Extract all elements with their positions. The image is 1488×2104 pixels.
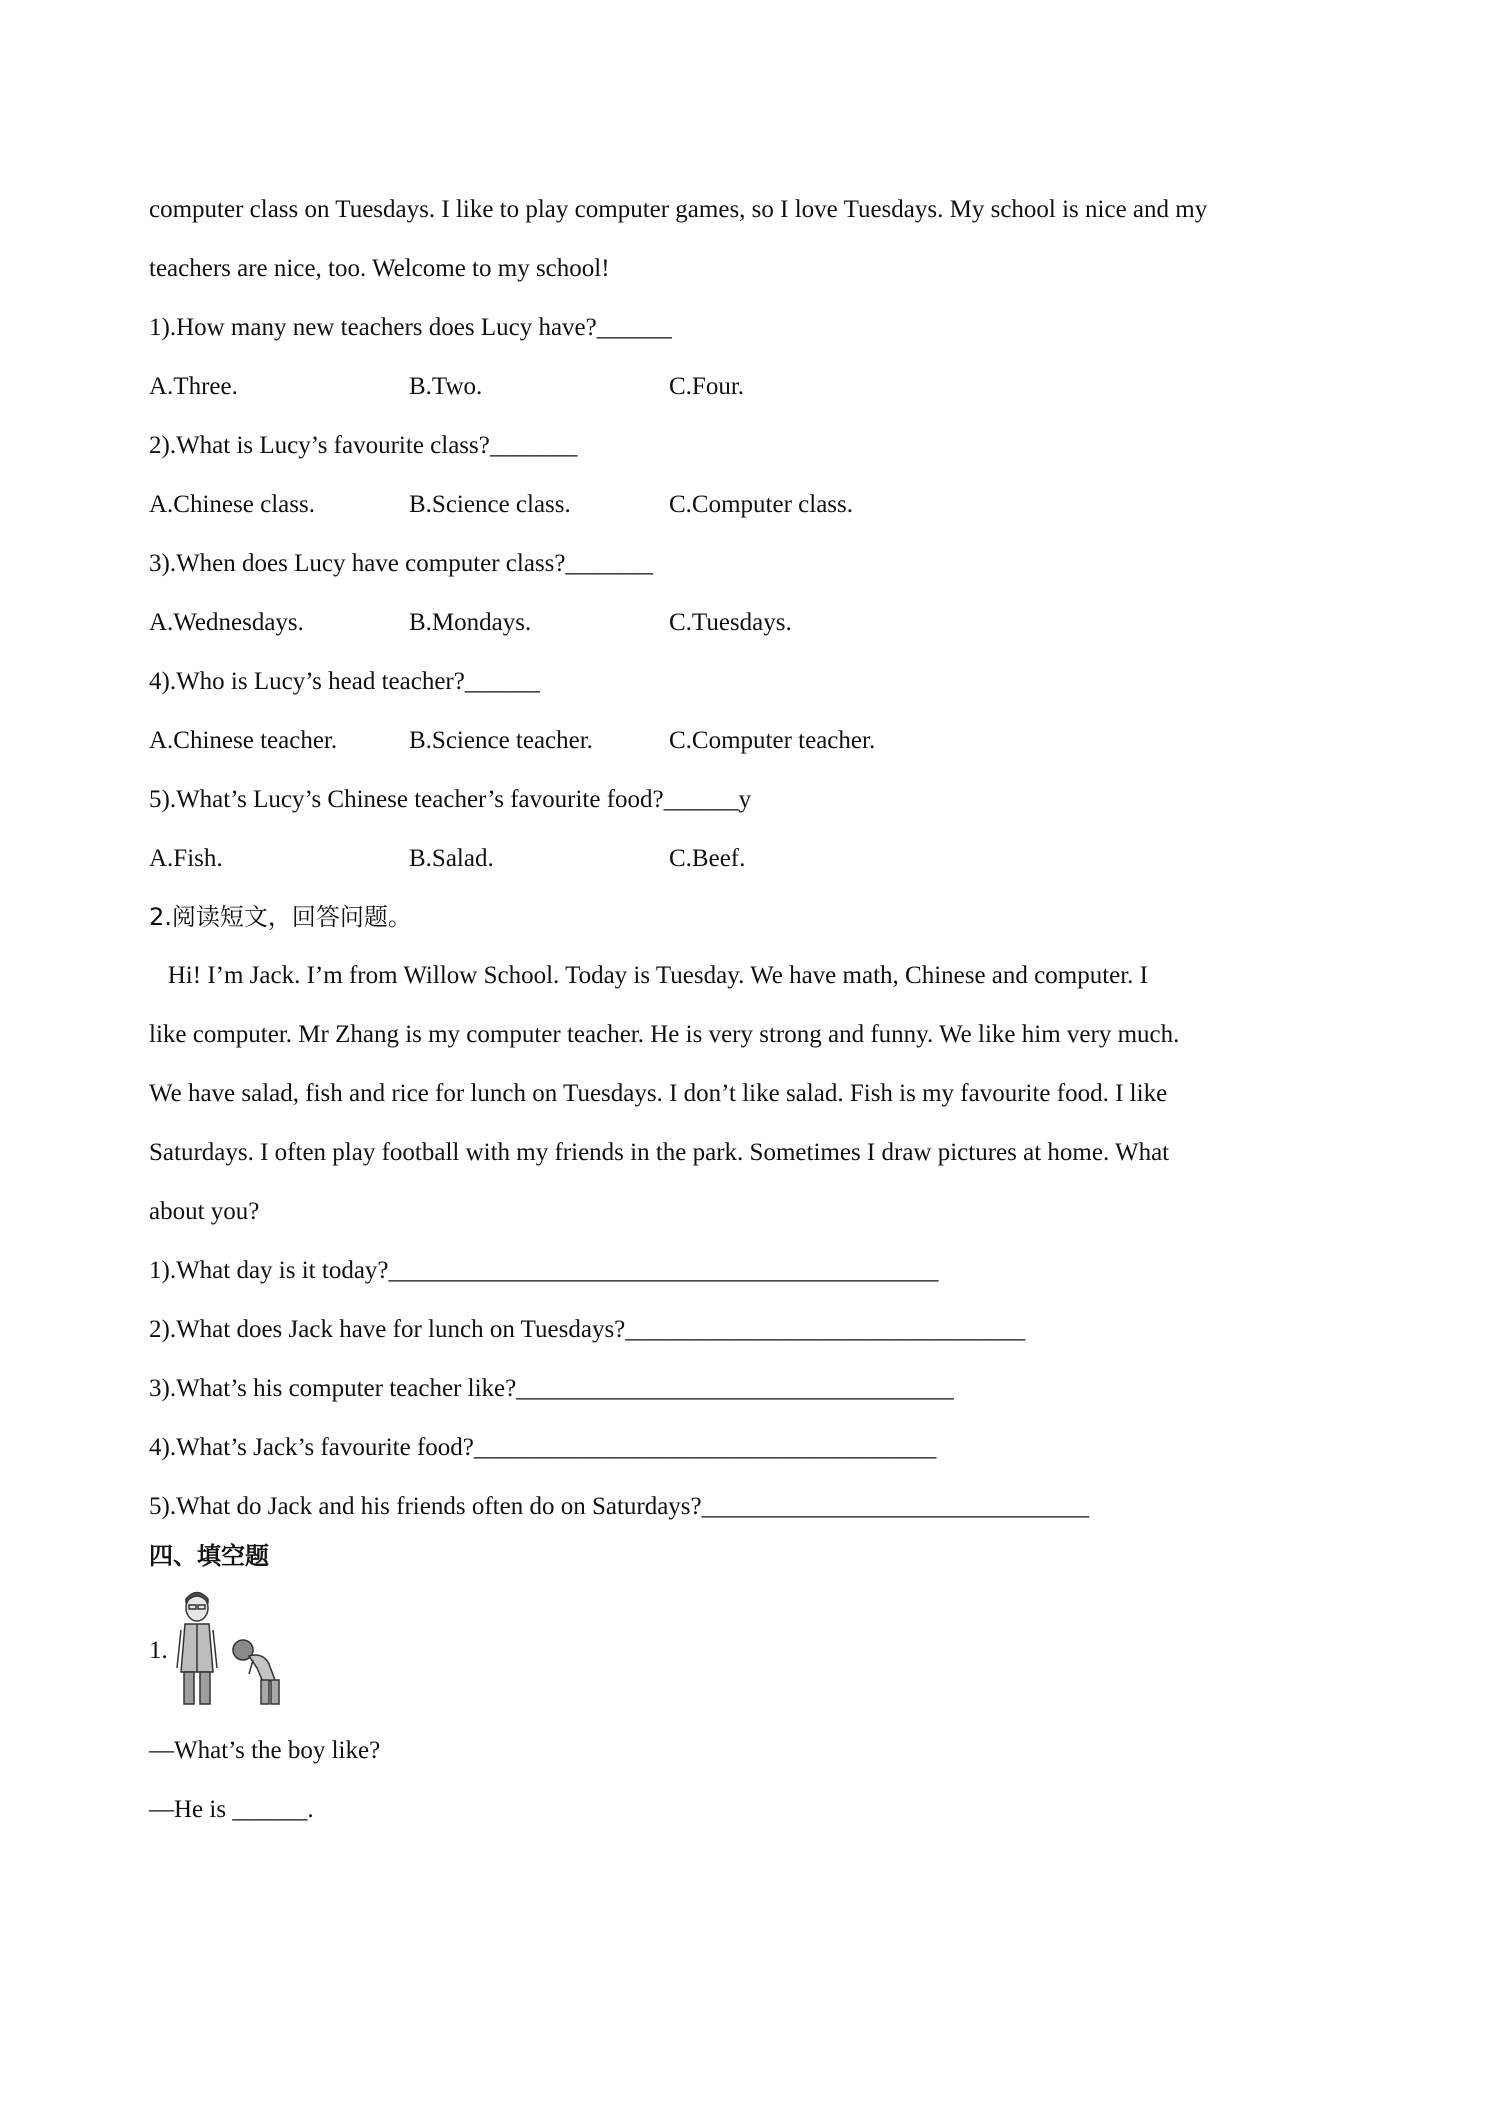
q2-question-2: 2).What does Jack have for lunch on Tuesdays?________________________________: [149, 1316, 1026, 1343]
passage2-line-4: Saturdays. I often play football with my friends in the park. Sometimes I draw pictures at home. What: [149, 1139, 1170, 1166]
man-figure: [177, 1593, 217, 1705]
passage1-line-1: computer class on Tuesdays. I like to play computer games, so I love Tuesdays. My school is nice and my: [149, 196, 1208, 223]
q1-option-2c: C.Computer class.: [669, 491, 854, 518]
q1-option-1a: A.Three.: [149, 373, 238, 400]
q1-option-4b: B.Science teacher.: [409, 727, 593, 754]
section2-title: 2.阅读短文，回答问题。: [149, 903, 412, 931]
dialogue-line-2: —He is ______.: [149, 1796, 314, 1823]
fill-item-1: [149, 1590, 294, 1710]
q1-question-2: 2).What is Lucy’s favourite class?_______: [149, 432, 578, 459]
q1-option-5b: B.Salad.: [409, 845, 494, 872]
q1-question-4: 4).Who is Lucy’s head teacher?______: [149, 668, 540, 695]
passage2-line-3: We have salad, fish and rice for lunch on Tuesdays. I don’t like salad. Fish is my favourite food. I like: [149, 1080, 1168, 1107]
passage2-line-1: Hi! I’m Jack. I’m from Willow School. Today is Tuesday. We have math, Chinese and computer. I: [149, 962, 1149, 989]
boy-figure: [233, 1640, 279, 1704]
q1-option-3b: B.Mondays.: [409, 609, 532, 636]
q1-question-3: 3).When does Lucy have computer class?_______: [149, 550, 654, 577]
q1-question-5: 5).What’s Lucy’s Chinese teacher’s favourite food?______y: [149, 786, 752, 813]
passage2-line-5: about you?: [149, 1198, 260, 1225]
dialogue-line-1: —What’s the boy like?: [149, 1737, 381, 1764]
q1-option-5a: A.Fish.: [149, 845, 223, 872]
q2-question-3: 3).What’s his computer teacher like?___________________________________: [149, 1375, 954, 1402]
q1-option-3a: A.Wednesdays.: [149, 609, 304, 636]
passage1-line-2: teachers are nice, too. Welcome to my school!: [149, 255, 610, 282]
q1-option-2a: A.Chinese class.: [149, 491, 315, 518]
q1-option-5c: C.Beef.: [669, 845, 746, 872]
q1-option-3c: C.Tuesdays.: [669, 609, 792, 636]
teacher-and-boy-illustration: [167, 1590, 292, 1708]
q1-option-1b: B.Two.: [409, 373, 483, 400]
fill-item-number: 1.: [149, 1637, 168, 1664]
q2-question-5: 5).What do Jack and his friends often do on Saturdays?_______________________________: [149, 1493, 1090, 1520]
q1-option-4c: C.Computer teacher.: [669, 727, 876, 754]
section4-heading: 四、填空题: [149, 1542, 269, 1570]
q1-option-4a: A.Chinese teacher.: [149, 727, 338, 754]
q2-question-4: 4).What’s Jack’s favourite food?_____________________________________: [149, 1434, 937, 1461]
q1-option-2b: B.Science class.: [409, 491, 571, 518]
q2-question-1: 1).What day is it today?____________________________________________: [149, 1257, 939, 1284]
q1-question-1: 1).How many new teachers does Lucy have?______: [149, 314, 672, 341]
passage2-line-2: like computer. Mr Zhang is my computer teacher. He is very strong and funny. We like him very much.: [149, 1021, 1180, 1048]
q1-option-1c: C.Four.: [669, 373, 745, 400]
